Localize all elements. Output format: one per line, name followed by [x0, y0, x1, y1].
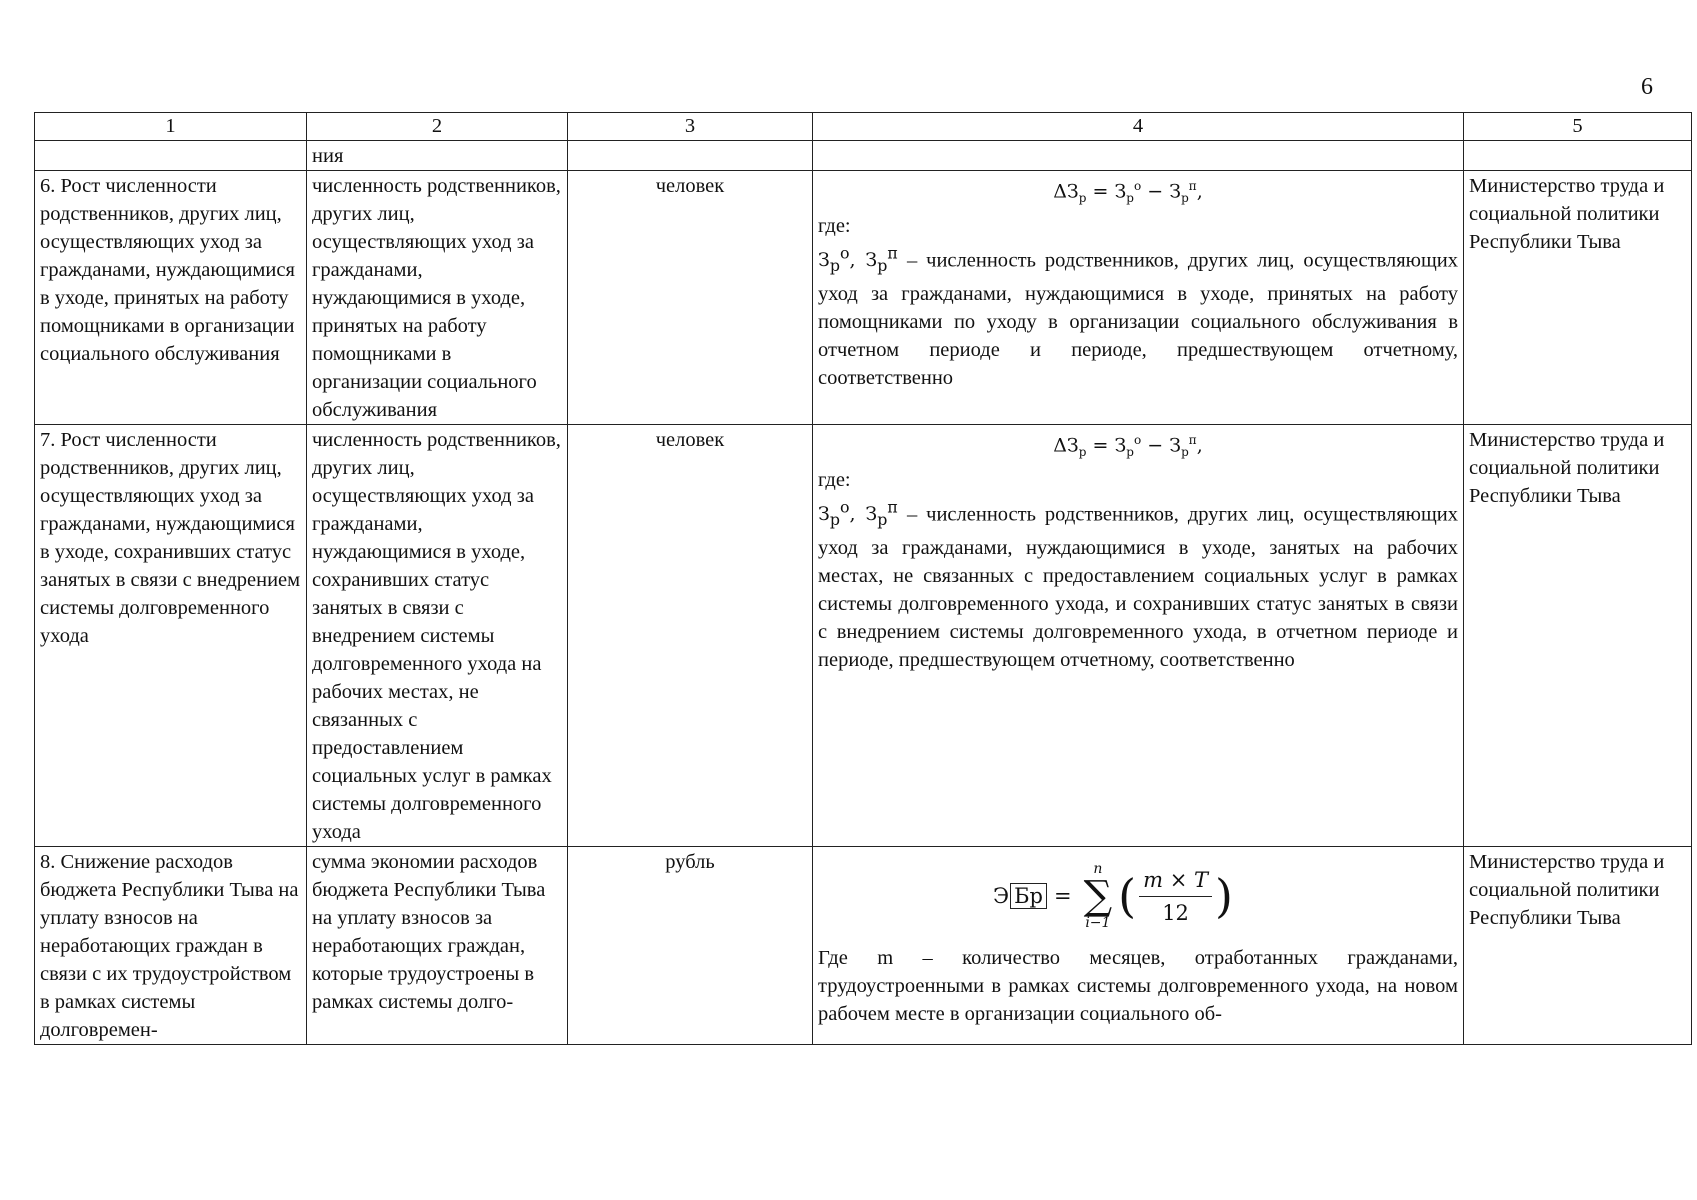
unit-cell: человек [568, 425, 813, 847]
header-cell-1: 1 [35, 113, 307, 141]
header-row [35, 113, 1692, 141]
formula-equals: = [1054, 884, 1072, 908]
savings-formula [818, 848, 1458, 944]
header-cell-5: 5 [1464, 113, 1692, 141]
indicator-cell: 7. Рост численности родственников, других лиц, осуществляющих уход за гражданами, нуждающимися в уходе, сохранивших статус занятых в связи с внедрением системы долговременного ухода [35, 425, 307, 847]
header-cell-3: 3 [568, 113, 813, 141]
formula-variables-text: – численность родственников, других лиц, осуществляющих уход за гражданами, нуждающимися в уходе, принятых на работу помощниками по уходу в организации социального обслуживания в отчетном периоде и периоде, предшествующем отчетному, соответственно [818, 249, 1458, 390]
formula-variables: $З_р^о$, $З_р^п$ [818, 244, 898, 276]
definition-cell: сумма экономии расходов бюджета Республики Тыва на уплату взносов за неработающих граждан, которые трудоустроены в рамках системы долго- [307, 847, 568, 1045]
unit-cell: рубль [568, 847, 813, 1045]
formula-definition [818, 240, 1458, 392]
definition-cell: численность родственников, других лиц, осуществляющих уход за гражданами, нуждающимися в уходе, сохранивших статус занятых в связи с внедрением системы долговременного ухода на рабочих местах, не связанных с предоставлением социальных услуг в рамках системы долговременного ухода [307, 425, 568, 847]
fraction [1139, 866, 1212, 927]
formula-cell [813, 171, 1464, 425]
responsible-cell: Министерство труда и социальной политики Республики Тыва [1464, 425, 1692, 847]
where-label: где: [818, 215, 851, 238]
indicator-cell: 8. Снижение расходов бюджета Республики Тыва на уплату взносов на неработающих граждан в связи с их трудоустройством в рамках системы долговремен- [35, 847, 307, 1045]
sigma-icon: ∑ [1083, 873, 1113, 919]
formula-lhs-boxed: Бр [1010, 883, 1047, 909]
responsible-cell: Министерство труда и социальной политики Республики Тыва [1464, 171, 1692, 425]
fraction-denominator: 12 [1162, 900, 1189, 925]
unit-cell: человек [568, 171, 813, 425]
formula-description: Где m – количество месяцев, отработанных гражданами, трудоустроенными в рамках системы долговременного ухода, на новом рабочем месте в организации социального об- [818, 947, 1458, 1025]
empty-cell [813, 141, 1464, 171]
table-row [35, 425, 1692, 847]
left-paren-icon: ( [1118, 869, 1137, 923]
table-row [35, 171, 1692, 425]
page-number: 6 [1641, 74, 1653, 100]
sum-upper-limit: n [1093, 861, 1103, 877]
header-cell-4: 4 [813, 113, 1464, 141]
formula-definition [818, 494, 1458, 674]
where-label: где: [818, 469, 851, 492]
formula-variables-text: – численность родственников, других лиц, осуществляющих уход за гражданами, нуждающимися в уходе, занятых на рабочих местах, не связанных с предоставлением социальных услуг в рамках системы долговременного ухода, и сохранивших статус занятых в связи с внедрением системы долговременного ухода, в отчетном периоде и периоде, предшествующем отчетному, соответственно [818, 503, 1458, 672]
responsible-cell: Министерство труда и социальной политики Республики Тыва [1464, 847, 1692, 1045]
formula-lhs-prefix: Э [993, 884, 1010, 908]
delta-formula: $\Delta З_р = З_р^о - З_р^п$, [1053, 179, 1203, 206]
indicators-table [34, 112, 1692, 1045]
table-row [35, 847, 1692, 1045]
sum-lower-limit: i−1 [1085, 915, 1111, 931]
formula-variables: $З_р^о$, $З_р^п$ [818, 498, 898, 530]
formula-cell [813, 425, 1464, 847]
right-paren-icon: ) [1215, 869, 1233, 923]
formula-cell [813, 847, 1464, 1045]
continuation-row [35, 141, 1692, 171]
sum-symbol [1084, 862, 1113, 930]
delta-formula: $\Delta З_р = З_р^о - З_р^п$, [1053, 433, 1203, 460]
continuation-cell: ния [307, 141, 568, 171]
header-cell-2: 2 [307, 113, 568, 141]
empty-cell [35, 141, 307, 171]
empty-cell [1464, 141, 1692, 171]
empty-cell [568, 141, 813, 171]
definition-cell: численность родственников, других лиц, осуществляющих уход за гражданами, нуждающимися в уходе, принятых на работу помощниками в организации социального обслуживания [307, 171, 568, 425]
fraction-numerator: m × T [1139, 866, 1212, 897]
indicator-cell: 6. Рост численности родственников, других лиц, осуществляющих уход за гражданами, нуждающимися в уходе, принятых на работу помощниками в организации социального обслуживания [35, 171, 307, 425]
